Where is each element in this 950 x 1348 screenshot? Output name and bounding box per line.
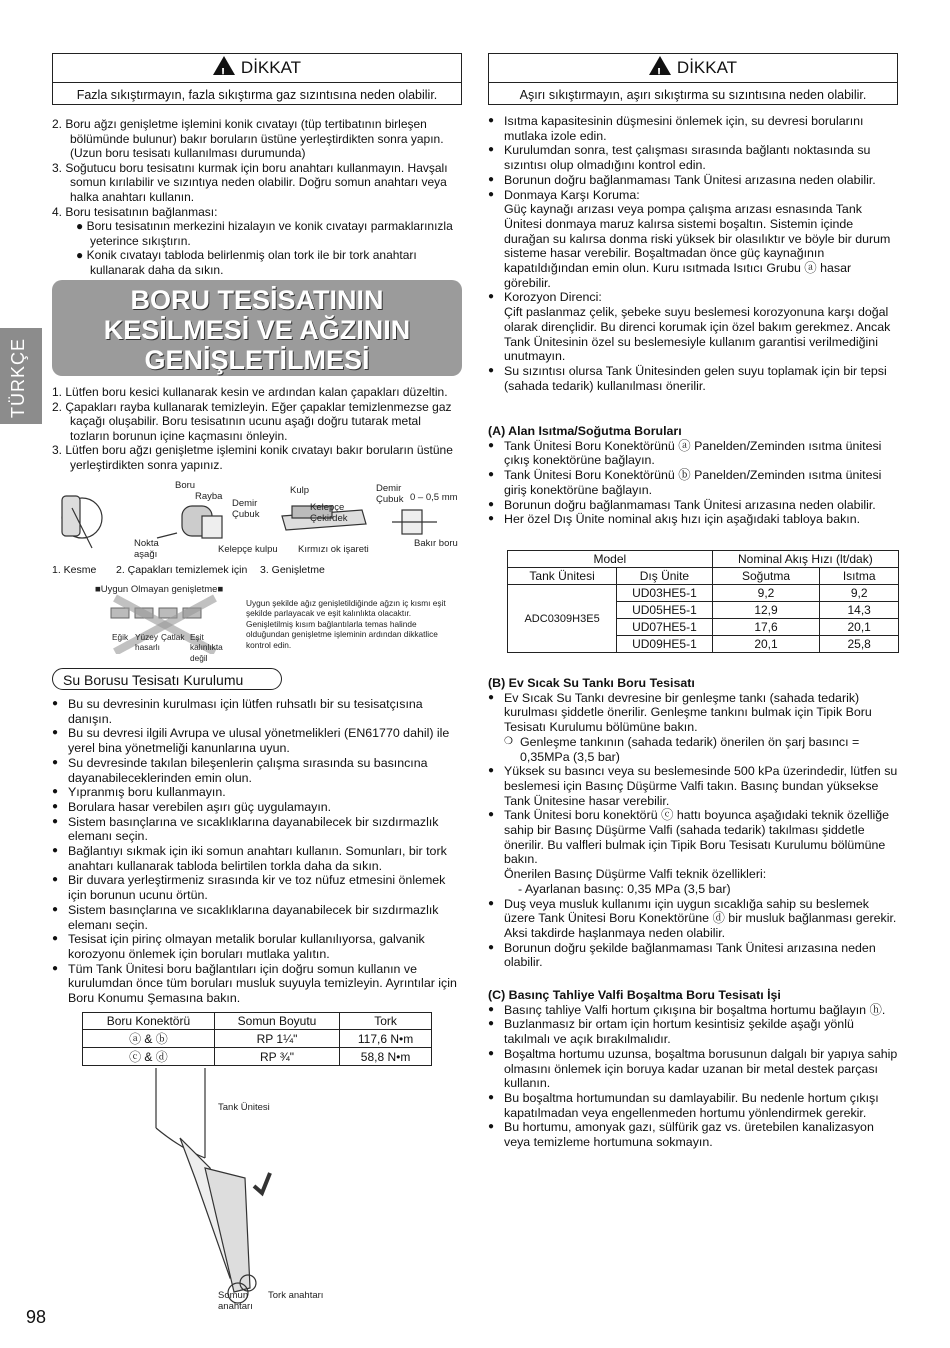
bad-flare-title: ■Uygun Olmayan genişletme■ xyxy=(95,584,224,595)
figure-label: Kelepçe kulpu xyxy=(218,544,278,555)
wrench-figure xyxy=(150,1068,350,1318)
water-bullets xyxy=(52,697,462,1006)
figure-label: Rayba xyxy=(195,491,223,502)
torque-table xyxy=(82,1012,432,1066)
list-item: ● Borunun doğru şekilde bağlanmaması Tank Ünitesi arızasına neden olabilir. xyxy=(488,941,898,970)
flare-steps xyxy=(52,117,462,278)
list-item: ● Korozyon Direnci: Çift paslanmaz çelik, şebeke suyu beslemesi korozyonuna karşı doğal olarak dirençlidir. Bu direnci korumak için özel bakım gerekmez. Ancak Tank Ünitesinin özel su beslemesiyle kullanım garantisi verilmediğini unutmayın. xyxy=(488,290,898,364)
list-item: ● Bu su devresi ilgili Avrupa ve ulusal yönetmelikleri (EN61770 dahil) ile yerel bina yönetmeliği kanunlarına uyun. xyxy=(52,726,462,755)
table-row: ⓒ & ⓓ RP ¾" 58,8 N•m xyxy=(83,1048,432,1066)
section-title: (A) Alan Isıtma/Soğutma Boruları xyxy=(488,424,682,438)
flow-table xyxy=(507,550,899,653)
list-item: ● Sistem basınçlarına ve sıcaklıklarına dayanabilecek bir sızdırmazlık elemanı seçin. xyxy=(52,903,462,932)
list-item: ● Donmaya Karşı Koruma: Güç kaynağı arızası veya pompa çalışma arızası esnasında Tank Ünitesi donmaya maruz kalırsa sistemi boşaltın. Sistemin içinde durağan su kalırsa donma riski yüksek bir olasılıktır ve böyle bir durum sisteme hasar verebilir. Boşaltmadan önce güç kaynağının kapatıldığından emin olun. Kuru ısıtmada Isıtıcı Grubu ⓐ hasar görebilir. xyxy=(488,188,898,291)
bad-label: Çatlak xyxy=(161,632,185,642)
caution-title: DİKKAT xyxy=(676,58,738,77)
banner-line: KESİLMESİ VE AĞZININ xyxy=(103,315,411,345)
banner-line: BORU TESİSATININ xyxy=(130,285,384,315)
list-item: ● Bağlantıyı sıkmak için iki somun anahtarı kullanın. Somunları, bir tork anahtarı kullanarak tabloda belirtilen torkla daha da sıkın. xyxy=(52,844,462,873)
figure-label: Nokta aşağı xyxy=(134,538,159,560)
list-item: ● Duş veya musluk kullanımı için uygun sıcaklığa sahip su beslemek üzere Tank Ünitesi Boru Konektörüne ⓓ bir musluk bağlanması gerekir. Aksi takdirde haşlanmaya neden olabilir. xyxy=(488,897,898,941)
list-item: ● Tank Ünitesi Boru Konektörünü ⓑ Panelden/Zeminden ısıtma ünitesi giriş konektörüne bağlayın. xyxy=(488,468,898,497)
list-item: ● Borulara hasar verebilen aşırı güç uygulamayın. xyxy=(52,800,462,815)
list-item: ● Tank Ünitesi Boru Konektörünü ⓐ Panelden/Zeminden ısıtma ünitesi çıkış konektörüne bağlayın. xyxy=(488,439,898,468)
list-item: ● Su devresinde takılan bileşenlerin çalışma sırasında su basıncına dayanabileceklerinden emin olun. xyxy=(52,756,462,785)
list-item: ● Sistem basınçlarına ve sıcaklıklarına dayanabilecek bir sızdırmazlık elemanı seçin. xyxy=(52,815,462,844)
list-subitem: ❍ Genleşme tankının (sahada tedarik) önerilen ön şarj basıncı = 0,35MPa (3,5 bar) xyxy=(488,735,898,764)
bad-label: Eğik xyxy=(112,632,129,642)
step-item: 2. Çapakları rayba kullanarak temizleyin. Eğer çapaklar temizlenmezse gaz kaçağı oluşabilir. Boru tesisatının ucunu aşağı doğru tutarak metal tozların borunun içine kaçmasını önleyin. xyxy=(52,399,452,443)
table-row: ⓐ & ⓑ RP 1¼" 117,6 N•m xyxy=(83,1030,432,1048)
figure-label: Kırmızı ok işareti xyxy=(298,544,369,555)
list-item: ● Her özel Dış Ünite nominal akış hızı için aşağıdaki tabloya bakın. xyxy=(488,512,898,527)
figure-label: Demir Çubuk xyxy=(232,498,260,520)
cut-steps xyxy=(52,385,462,473)
figure-caption: 3. Genişletme xyxy=(260,564,325,576)
table-header: Dış Ünite xyxy=(617,568,713,585)
banner-line: GENİŞLETİLMESİ xyxy=(144,345,370,375)
list-item: ● Borunun doğru bağlanmaması Tank Ünitesi arızasına neden olabilir. xyxy=(488,498,898,513)
figure-label: Tork anahtarı xyxy=(268,1290,324,1301)
language-tab xyxy=(0,328,42,424)
table-header: Isıtma xyxy=(820,568,899,585)
caution-text: Fazla sıkıştırmayın, fazla sıkıştırma gaz sızıntısına neden olabilir. xyxy=(76,88,438,102)
list-item: ● Bu boşaltma hortumundan su damlayabilir. Bu nedenle hortum çıkışı kapatılmadan veya engellenmeden hortumu yönlendirmek gerekir. xyxy=(488,1091,898,1120)
sub-step: ● Boru tesisatının merkezini hizalayın ve konik cıvatayı parmaklarınızla yeterince sıkıştırın. xyxy=(76,219,453,248)
bad-label: Eşit kalınlıkta değil xyxy=(190,632,223,663)
bad-flare-figure xyxy=(95,584,235,663)
list-item: ● Su sızıntısı olursa Tank Ünitesinden gelen suyu toplamak için bir tepsi (sahada tedarik) kullanılması önerilir. xyxy=(488,364,898,393)
list-item: ● Bu hortumu, amonyak gazı, sülfürik gaz vs. üretebilen kanalizasyon veya temizleme hortumuna sokmayın. xyxy=(488,1120,898,1149)
left-caution-box xyxy=(52,53,462,105)
caution-title: DİKKAT xyxy=(240,58,302,77)
list-item: ● Yüksek su basıncı veya su beslemesinde 500 kPa üzerindedir, lütfen su beslemesi için Basınç Düşürme Valfi takın. Basınç bundan yüksekse Tank Ünitesine hasar verebilir. xyxy=(488,764,898,808)
list-item: ● Bir duvara yerleştirmeniz sırasında kir ve toz nüfuz etmesini önlemek için borunun ucunu örtün. xyxy=(52,873,462,902)
table-row: UD05HE5-1 12,9 14,3 xyxy=(508,602,899,619)
list-item: ● Ev Sıcak Su Tankı devresine bir genleşme tankı (sahada tedarik) kurulması şiddetle önerilir. Genleşme tankını bulmak için Tipik Boru Tesisatı Kurulumu bölümüne bakın. xyxy=(488,691,898,735)
list-item: ● Tesisat için pirinç olmayan metalik borular kullanılıyorsa, galvanik korozyonu önlemek için boruları mutlaka yalıtın. xyxy=(52,932,462,961)
sub-step: ● Konik cıvatayı tabloda belirlenmiş olan tork ile bir tork anahtarı kullanarak daha da sıkın. xyxy=(76,248,417,277)
figure-label: Kulp xyxy=(290,485,310,496)
section-c xyxy=(488,988,898,1150)
section-b xyxy=(488,676,898,970)
list-item: ● Isıtma kapasitesinin düşmesini önlemek için, su devresi borularını mutlaka izole edin. xyxy=(488,114,898,143)
list-item: ● Bu su devresinin kurulması için lütfen ruhsatlı bir su tesisatçısına danışın. xyxy=(52,697,462,726)
step-item: 3. Lütfen boru ağzı genişletme işlemini konik cıvatayı bakır boruların üstüne yerleştirdikten sonra yapınız. xyxy=(52,443,453,472)
table-header: Tork xyxy=(340,1013,432,1030)
language-label: TÜRKÇE xyxy=(8,337,28,418)
table-header: Tank Ünitesi xyxy=(508,568,617,585)
step-item: 2. Boru ağzı genişletme işlemini konik cıvatayı (tüp tertibatının birleşen bölümünde bulunur) bakır boruların üstüne yerleştirdikten sonra yapın. (Uzun boru tesisatı kullanılması durumunda) xyxy=(52,117,444,161)
table-row: ADC0309H3E5 UD03HE5-1 9,2 9,2 xyxy=(508,585,899,602)
list-item: ● Buzlanmasız bir ortam için hortum kesintisiz şekilde aşağı yönlü takılmalı ve açık bırakılmalıdır. xyxy=(488,1017,898,1046)
table-header: Soğutma xyxy=(712,568,820,585)
section-heading-pill: Su Borusu Tesisatı Kurulumu xyxy=(52,668,282,690)
step-item: 3. Soğutucu boru tesisatını kurmak için boru anahtarı kullanmayın. Havşalı somun kırılabilir ve sızıntıya neden olabilir. Doğru somun anahtarı veya halka anahtarı kullanın. xyxy=(52,160,448,204)
list-item: ● Tüm Tank Ünitesi boru bağlantıları için doğru somun kullanın ve kurulumdan önce tüm boruları musluk suyuyla temizleyin. Ayrıntılar için Boru Konumu Şemasına bakın. xyxy=(52,962,462,1006)
page-number: 98 xyxy=(26,1307,47,1327)
list-item: ● Tank Ünitesi boru konektörü ⓒ hattı boyunca aşağıdaki teknik özelliğe sahip bir Basınç Düşürme Valfi (sahada tedarik) takılması şiddetle önerilir. Bu valfleri bulmak için Tipik Boru Tesisatı Kurulumu bölümüne bakın. xyxy=(488,808,898,867)
spec-title: Önerilen Basınç Düşürme Valfi teknik özellikleri: xyxy=(504,867,767,882)
table-row: UD09HE5-1 20,1 25,8 xyxy=(508,636,899,653)
table-row: UD07HE5-1 17,6 20,1 xyxy=(508,619,899,636)
figure-label: Tank Ünitesi xyxy=(218,1102,270,1113)
warning-icon xyxy=(213,56,235,75)
table-header: Model xyxy=(508,551,713,568)
list-item: ● Basınç tahliye Valfi hortum çıkışına bir boşaltma hortumu bağlayın ⓗ. xyxy=(488,1003,898,1018)
right-top-bullets xyxy=(488,114,898,393)
list-item: ● Borunun doğru bağlanmaması Tank Ünitesi arızasına neden olabilir. xyxy=(488,173,898,188)
list-item: ● Boşaltma hortumu uzunsa, boşaltma borusunun dalgalı bir yapıya sahip olmasını önlemek için boruya kadar uzanan bir metal destek parçası kullanın. xyxy=(488,1047,898,1091)
step-item: 4. Boru tesisatının bağlanması: xyxy=(52,204,218,219)
flare-figure xyxy=(52,478,462,578)
right-caution-box xyxy=(488,53,898,105)
bad-label: Yüzey hasarlı xyxy=(135,632,160,653)
table-header: Somun Boyutu xyxy=(214,1013,339,1030)
section-title: (B) Ev Sıcak Su Tankı Boru Tesisatı xyxy=(488,676,695,690)
figure-caption: 2. Çapakları temizlemek için xyxy=(116,564,248,576)
warning-icon xyxy=(649,56,671,75)
figure-label: 0 – 0,5 mm xyxy=(410,492,458,503)
figure-label: Demir Çubuk xyxy=(376,483,404,505)
figure-label: Bakır boru xyxy=(414,538,458,549)
flare-note: Uygun şekilde ağız genişletildiğinde ağzın iç kısmı eşit şekilde parlayacak ve eşit kalınlıkta olacaktır. Genişletilmiş kısım bağlantılarla temas halinde olduğundan genişletme işleminin ardından dikkatlice kontrol edin. xyxy=(246,598,446,650)
section-a xyxy=(488,424,898,527)
table-header: Boru Konektörü xyxy=(83,1013,215,1030)
step-item: 1. Lütfen boru kesici kullanarak kesin ve ardından kalan çapakları düzeltin. xyxy=(52,385,448,399)
figure-label: Boru xyxy=(175,480,196,491)
figure-label: Kelepçe Çekirdek xyxy=(310,502,348,524)
section-title: (C) Basınç Tahliye Valfi Boşaltma Boru Tesisatı İşi xyxy=(488,988,781,1002)
tank-unit-cell: ADC0309H3E5 xyxy=(508,585,617,653)
list-item: ● Kurulumdan sonra, test çalışması sırasında bağlantı noktasında su sızıntısı olup olmadığını kontrol edin. xyxy=(488,143,898,172)
caution-text: Aşırı sıkıştırmayın, aşırı sıkıştırma su sızıntısına neden olabilir. xyxy=(519,88,867,102)
table-header: Nominal Akış Hızı (lt/dak) xyxy=(712,551,898,568)
section-banner xyxy=(52,280,462,376)
list-item: ● Yıpranmış boru kullanmayın. xyxy=(52,785,462,800)
spec-item: - Ayarlanan basınç: 0,35 MPa (3,5 bar) xyxy=(518,881,731,896)
figure-caption: 1. Kesme xyxy=(52,564,97,576)
figure-label: Somun anahtarı xyxy=(218,1290,253,1312)
